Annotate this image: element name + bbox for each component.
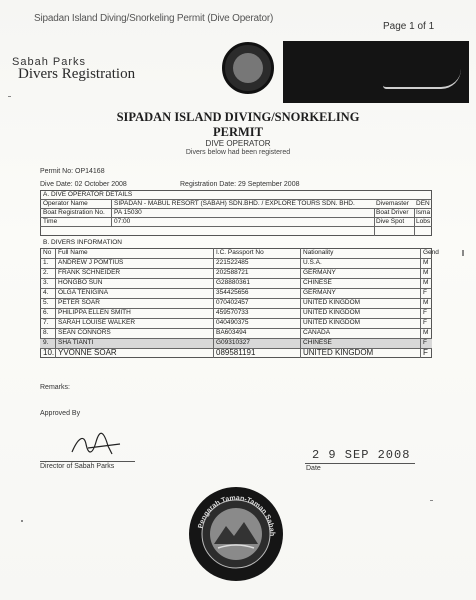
permit-title-line1: SIPADAN ISLAND DIVING/SNORKELING <box>116 110 360 124</box>
nationality: UNITED KINGDOM <box>303 299 361 306</box>
nationality: UNITED KINGDOM <box>303 348 374 357</box>
diver-name: SEAN CONNORS <box>58 329 111 336</box>
registration-date-row <box>180 181 299 188</box>
passport-number: 089581191 <box>216 348 256 357</box>
nationality: CHINESE <box>303 339 332 346</box>
passport-number: 354425656 <box>216 289 249 296</box>
passport-number: G28880361 <box>216 279 250 286</box>
remarks-label: Remarks: <box>40 384 70 391</box>
row-number: 1. <box>43 259 49 266</box>
diver-name: SARAH LOUISE WALKER <box>58 319 136 326</box>
col-header-nationality: Nationality <box>303 249 334 256</box>
row-number: 2. <box>43 269 49 276</box>
boat-reg-value: PA 15030 <box>114 209 142 216</box>
nationality: CHINESE <box>303 279 332 286</box>
nationality: CANADA <box>303 329 331 336</box>
section-heading: Divers Registration <box>18 66 136 82</box>
passport-number: 040490375 <box>216 319 249 326</box>
nationality: GERMANY <box>303 289 336 296</box>
boat-driver-label: Boat Driver <box>376 209 409 216</box>
col-header-gender: Gend <box>423 249 439 256</box>
boat-driver-value: Isma <box>416 209 431 216</box>
diver-name: PHILIPPA ELLEN SMITH <box>58 309 131 316</box>
diver-name: FRANK SCHNEIDER <box>58 269 121 276</box>
passport-number: 221522485 <box>216 259 249 266</box>
divemaster-value: DEN <box>416 200 430 207</box>
permit-note: Divers below had been registered <box>185 149 291 156</box>
boat-reg-label: Boat Registration No. <box>43 209 105 216</box>
row-number: 5. <box>43 299 49 306</box>
row-number: 9. <box>43 339 49 346</box>
divers-section-label: B. DIVERS INFORMATION <box>43 239 122 246</box>
date-line <box>305 463 415 464</box>
row-number: 6. <box>43 309 49 316</box>
gender: F <box>423 319 427 326</box>
gender: M <box>423 259 429 266</box>
permit-no-row <box>40 168 105 175</box>
diver-name: SHA TIANTI <box>58 339 94 346</box>
nationality: GERMANY <box>303 269 336 276</box>
agency-name: Sabah Parks <box>12 56 86 68</box>
col-header-full-name: Full Name <box>58 249 88 256</box>
permit-no-label: Permit No: <box>40 168 74 175</box>
dive-spot-value: Lobs <box>416 218 431 225</box>
passport-number: BA603494 <box>216 329 247 336</box>
gender: M <box>423 269 429 276</box>
registration-date-label: Registration Date: <box>180 181 237 188</box>
nationality: UNITED KINGDOM <box>303 319 361 326</box>
row-number: 3. <box>43 279 49 286</box>
gender: F <box>423 309 427 316</box>
gender: M <box>423 329 429 336</box>
col-header-passport: I.C. Passport No <box>216 249 264 256</box>
passport-number: 070402457 <box>216 299 249 306</box>
permit-subtitle: DIVE OPERATOR <box>205 139 271 148</box>
date-label: Date <box>306 465 321 472</box>
diver-name: YVONNE SOAR <box>58 348 117 357</box>
director-signature <box>68 430 124 458</box>
page-indicator: Page 1 of 1 <box>383 21 435 32</box>
permit-no-value: OP14168 <box>75 168 105 175</box>
signatory-label: Director of Sabah Parks <box>40 463 115 470</box>
dive-spot-label: Dive Spot <box>376 218 405 225</box>
gender: F <box>423 348 428 357</box>
document-header-title: Sipadan Island Diving/Snorkeling Permit (Dive Operator) <box>34 13 274 24</box>
approval-date-stamp: 2 9 SEP 2008 <box>312 448 411 462</box>
registration-date-value: 29 September 2008 <box>237 181 300 188</box>
operator-section-label: A. DIVE OPERATOR DETAILS <box>43 191 133 198</box>
passport-number: 202588721 <box>216 269 249 276</box>
permit-title-line2: PERMIT <box>213 125 263 139</box>
nationality: UNITED KINGDOM <box>303 309 361 316</box>
operator-name-value: SIPADAN - MABUL RESORT (SABAH) SDN.BHD. / EXPLORE TOURS SDN. BHD. <box>114 200 355 207</box>
gender: M <box>423 299 429 306</box>
dive-date-row <box>40 181 127 188</box>
gender: F <box>423 289 427 296</box>
official-seal-stamp <box>188 486 284 582</box>
sabah-parks-logo <box>222 42 274 94</box>
header-banner-image <box>283 41 469 103</box>
time-label: Time <box>43 218 58 225</box>
operator-name-label: Operator Name <box>43 200 88 207</box>
nationality: U.S.A. <box>303 259 322 266</box>
row-number: 7. <box>43 319 49 326</box>
passport-number: 459570733 <box>216 309 249 316</box>
diver-name: HONGBO SUN <box>58 279 103 286</box>
passport-number: G09310327 <box>216 339 250 346</box>
gender: M <box>423 279 429 286</box>
diver-name: ANDREW J POMTIUS <box>58 259 124 266</box>
gender: F <box>423 339 427 346</box>
dive-date-value: 02 October 2008 <box>74 181 127 188</box>
time-value: 07:00 <box>114 218 131 225</box>
dive-date-label: Dive Date: <box>40 181 73 188</box>
row-number: 10. <box>43 348 55 357</box>
signature-line <box>40 461 135 462</box>
row-number: 4. <box>43 289 49 296</box>
approved-by-label: Approved By <box>40 410 81 417</box>
row-number: 8. <box>43 329 49 336</box>
seal-text: Pengarah Taman-Taman Sabah <box>197 494 276 537</box>
col-header-no: No <box>43 249 52 256</box>
diver-name: PETER SOAR <box>58 299 100 306</box>
diver-name: OLGA TENIGINA <box>58 289 109 296</box>
divemaster-label: Divemaster <box>376 200 409 207</box>
